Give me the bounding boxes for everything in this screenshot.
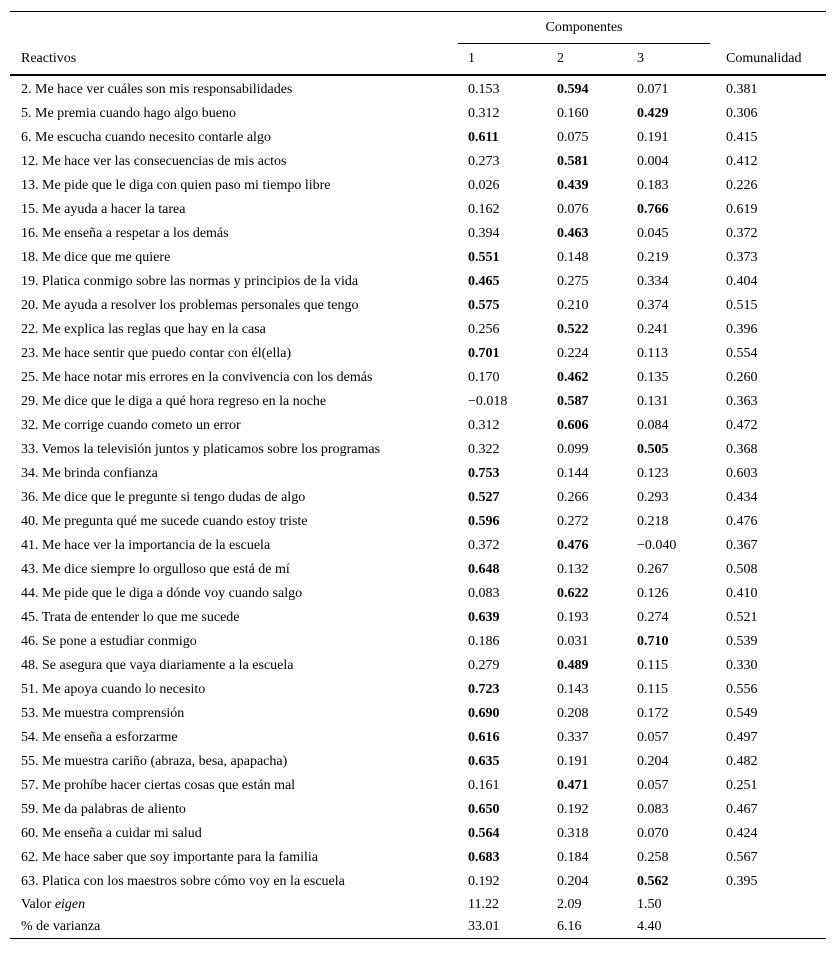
row-loading-2: 0.594 <box>557 82 589 97</box>
table-row <box>10 390 826 414</box>
row-item-label: 20. Me ayuda a resolver los problemas personales que tengo <box>21 298 359 313</box>
row-item-label: 55. Me muestra cariño (abraza, besa, apapacha) <box>21 754 288 769</box>
row-loading-1: 0.723 <box>468 682 500 697</box>
header-comunalidad: Comunalidad <box>726 51 802 66</box>
header-col-3: 3 <box>637 51 644 66</box>
row-loading-3: 0.183 <box>637 178 669 193</box>
row-loading-3: 0.218 <box>637 514 669 529</box>
row-loading-3: 0.115 <box>637 658 668 673</box>
row-item-label: 59. Me da palabras de aliento <box>21 802 186 817</box>
row-loading-3: 0.070 <box>637 826 669 841</box>
row-loading-2: 0.463 <box>557 226 589 241</box>
row-item-label: 46. Se pone a estudiar conmigo <box>21 634 197 649</box>
row-loading-3: 0.274 <box>637 610 669 625</box>
table-row <box>10 678 826 702</box>
row-loading-2: 0.204 <box>557 874 589 889</box>
row-loading-1: 0.170 <box>468 370 500 385</box>
row-comunalidad: 0.554 <box>726 346 758 361</box>
table-row <box>10 582 826 606</box>
row-loading-3: 0.172 <box>637 706 669 721</box>
row-loading-2: 0.587 <box>557 394 589 409</box>
row-comunalidad: 0.603 <box>726 466 758 481</box>
row-item-label: 41. Me hace ver la importancia de la escuela <box>21 538 271 553</box>
row-loading-2: 0.031 <box>557 634 589 649</box>
row-loading-3: 0.123 <box>637 466 669 481</box>
row-loading-1: 0.372 <box>468 538 500 553</box>
row-item-label: 43. Me dice siempre lo orgulloso que está de mí <box>21 562 290 577</box>
row-loading-1: 0.279 <box>468 658 500 673</box>
row-loading-2: 0.581 <box>557 154 589 169</box>
header-row-top <box>10 12 826 44</box>
table-row <box>10 846 826 870</box>
row-loading-1: 0.256 <box>468 322 500 337</box>
header-col-1: 1 <box>468 51 475 66</box>
varianza-3: 4.40 <box>637 919 662 934</box>
row-loading-3: 0.293 <box>637 490 669 505</box>
table-row <box>10 342 826 366</box>
row-comunalidad: 0.368 <box>726 442 758 457</box>
header-componentes: Componentes <box>458 12 716 44</box>
row-comunalidad: 0.260 <box>726 370 758 385</box>
table-row <box>10 294 826 318</box>
row-loading-2: 0.143 <box>557 682 589 697</box>
row-loading-3: 0.004 <box>637 154 669 169</box>
row-item-label: 36. Me dice que le pregunte si tengo dudas de algo <box>21 490 306 505</box>
varianza-1: 33.01 <box>468 919 500 934</box>
row-comunalidad: 0.508 <box>726 562 758 577</box>
row-item-label: 63. Platica con los maestros sobre cómo voy en la escuela <box>21 874 345 889</box>
row-loading-2: 0.318 <box>557 826 589 841</box>
header-col-2: 2 <box>557 51 564 66</box>
row-comunalidad: 0.415 <box>726 130 758 145</box>
row-comunalidad: 0.482 <box>726 754 758 769</box>
header-spacer-right <box>716 12 826 44</box>
row-comunalidad: 0.434 <box>726 490 758 505</box>
row-loading-3: −0.040 <box>637 538 677 553</box>
row-comunalidad: 0.412 <box>726 154 758 169</box>
row-loading-2: 0.275 <box>557 274 589 289</box>
row-comunalidad: 0.549 <box>726 706 758 721</box>
row-loading-1: 0.083 <box>468 586 500 601</box>
row-loading-1: 0.312 <box>468 106 500 121</box>
table-row <box>10 246 826 270</box>
row-item-label: 29. Me dice que le diga a qué hora regreso en la noche <box>21 394 327 409</box>
varianza-row <box>10 916 826 938</box>
table-row <box>10 462 826 486</box>
row-loading-2: 0.489 <box>557 658 589 673</box>
row-item-label: 54. Me enseña a esforzarme <box>21 730 178 745</box>
row-loading-2: 0.144 <box>557 466 589 481</box>
table-row <box>10 75 826 102</box>
row-loading-2: 0.522 <box>557 322 589 337</box>
row-item-label: 12. Me hace ver las consecuencias de mis actos <box>21 154 287 169</box>
row-loading-3: 0.131 <box>637 394 669 409</box>
row-loading-1: 0.394 <box>468 226 500 241</box>
row-loading-3: 0.505 <box>637 442 669 457</box>
row-item-label: 62. Me hace saber que soy importante para la familia <box>21 850 318 865</box>
varianza-comunalidad-empty <box>716 916 826 938</box>
table-row <box>10 198 826 222</box>
row-loading-3: 0.057 <box>637 730 669 745</box>
row-loading-2: 0.076 <box>557 202 589 217</box>
row-item-label: 6. Me escucha cuando necesito contarle algo <box>21 130 271 145</box>
table-row <box>10 486 826 510</box>
row-item-label: 32. Me corrige cuando cometo un error <box>21 418 241 433</box>
table-row <box>10 318 826 342</box>
factor-loadings-table-container <box>10 11 826 939</box>
row-comunalidad: 0.497 <box>726 730 758 745</box>
row-comunalidad: 0.395 <box>726 874 758 889</box>
row-loading-1: 0.153 <box>468 82 500 97</box>
row-comunalidad: 0.556 <box>726 682 758 697</box>
varianza-2: 6.16 <box>557 919 582 934</box>
row-item-label: 23. Me hace sentir que puedo contar con él(ella) <box>21 346 292 361</box>
row-loading-2: 0.337 <box>557 730 589 745</box>
table-row <box>10 774 826 798</box>
row-loading-1: 0.273 <box>468 154 500 169</box>
row-comunalidad: 0.373 <box>726 250 758 265</box>
row-loading-2: 0.471 <box>557 778 589 793</box>
row-loading-3: 0.115 <box>637 682 668 697</box>
table-row <box>10 438 826 462</box>
row-loading-3: 0.204 <box>637 754 669 769</box>
table-body <box>10 75 826 938</box>
row-loading-1: 0.551 <box>468 250 500 265</box>
row-comunalidad: 0.619 <box>726 202 758 217</box>
eigen-3: 1.50 <box>637 897 662 912</box>
row-item-label: 13. Me pide que le diga con quien paso mi tiempo libre <box>21 178 331 193</box>
row-item-label: 40. Me pregunta qué me sucede cuando estoy triste <box>21 514 308 529</box>
row-loading-3: 0.374 <box>637 298 669 313</box>
row-loading-3: 0.191 <box>637 130 669 145</box>
row-loading-2: 0.099 <box>557 442 589 457</box>
row-loading-2: 0.075 <box>557 130 589 145</box>
factor-loadings-table <box>10 12 826 938</box>
row-loading-1: 0.596 <box>468 514 500 529</box>
row-comunalidad: 0.410 <box>726 586 758 601</box>
table-row <box>10 798 826 822</box>
row-loading-2: 0.192 <box>557 802 589 817</box>
row-comunalidad: 0.367 <box>726 538 758 553</box>
eigen-2: 2.09 <box>557 897 582 912</box>
row-loading-2: 0.210 <box>557 298 589 313</box>
table-row <box>10 414 826 438</box>
table-row <box>10 558 826 582</box>
table-row <box>10 702 826 726</box>
row-item-label: 33. Vemos la televisión juntos y platicamos sobre los programas <box>21 442 381 457</box>
row-comunalidad: 0.567 <box>726 850 758 865</box>
row-loading-1: 0.648 <box>468 562 500 577</box>
row-loading-1: 0.527 <box>468 490 500 505</box>
row-item-label: 25. Me hace notar mis errores en la convivencia con los demás <box>21 370 373 385</box>
row-loading-1: 0.616 <box>468 730 500 745</box>
row-loading-2: 0.148 <box>557 250 589 265</box>
row-loading-3: 0.113 <box>637 346 668 361</box>
row-loading-1: 0.026 <box>468 178 500 193</box>
row-comunalidad: 0.476 <box>726 514 758 529</box>
row-loading-3: 0.071 <box>637 82 669 97</box>
row-loading-3: 0.258 <box>637 850 669 865</box>
row-comunalidad: 0.226 <box>726 178 758 193</box>
table-row <box>10 222 826 246</box>
row-comunalidad: 0.396 <box>726 322 758 337</box>
row-comunalidad: 0.363 <box>726 394 758 409</box>
row-item-label: 16. Me enseña a respetar a los demás <box>21 226 229 241</box>
row-loading-1: 0.162 <box>468 202 500 217</box>
row-loading-3: 0.045 <box>637 226 669 241</box>
row-comunalidad: 0.467 <box>726 802 758 817</box>
row-loading-2: 0.160 <box>557 106 589 121</box>
table-row <box>10 510 826 534</box>
row-loading-1: 0.611 <box>468 130 499 145</box>
row-loading-3: 0.126 <box>637 586 669 601</box>
row-loading-1: 0.575 <box>468 298 500 313</box>
row-loading-2: 0.272 <box>557 514 589 529</box>
row-loading-1: 0.192 <box>468 874 500 889</box>
row-loading-2: 0.606 <box>557 418 589 433</box>
row-item-label: 45. Trata de entender lo que me sucede <box>21 610 240 625</box>
row-loading-2: 0.622 <box>557 586 589 601</box>
row-loading-1: 0.186 <box>468 634 500 649</box>
row-loading-3: 0.083 <box>637 802 669 817</box>
table-row <box>10 630 826 654</box>
row-loading-3: 0.267 <box>637 562 669 577</box>
eigen-1: 11.22 <box>468 897 499 912</box>
row-loading-2: 0.266 <box>557 490 589 505</box>
row-loading-1: 0.635 <box>468 754 500 769</box>
row-item-label: 5. Me premia cuando hago algo bueno <box>21 106 236 121</box>
header-row-sub <box>10 44 826 75</box>
table-row <box>10 366 826 390</box>
row-loading-1: 0.701 <box>468 346 500 361</box>
table-row <box>10 870 826 894</box>
row-loading-3: 0.084 <box>637 418 669 433</box>
table-row <box>10 126 826 150</box>
row-loading-3: 0.135 <box>637 370 669 385</box>
row-loading-1: 0.683 <box>468 850 500 865</box>
row-comunalidad: 0.330 <box>726 658 758 673</box>
row-loading-1: 0.465 <box>468 274 500 289</box>
eigen-comunalidad-empty <box>716 894 826 916</box>
table-row <box>10 750 826 774</box>
row-loading-1: 0.650 <box>468 802 500 817</box>
row-loading-1: 0.564 <box>468 826 500 841</box>
header-spacer <box>10 12 458 44</box>
row-loading-2: 0.184 <box>557 850 589 865</box>
row-item-label: 19. Platica conmigo sobre las normas y principios de la vida <box>21 274 359 289</box>
table-row <box>10 822 826 846</box>
row-loading-3: 0.057 <box>637 778 669 793</box>
row-comunalidad: 0.521 <box>726 610 758 625</box>
row-comunalidad: 0.372 <box>726 226 758 241</box>
row-loading-3: 0.766 <box>637 202 669 217</box>
table-row <box>10 174 826 198</box>
row-loading-1: 0.322 <box>468 442 500 457</box>
row-loading-1: 0.161 <box>468 778 500 793</box>
table-row <box>10 150 826 174</box>
table-row <box>10 726 826 750</box>
row-loading-2: 0.439 <box>557 178 589 193</box>
row-comunalidad: 0.515 <box>726 298 758 313</box>
row-loading-2: 0.132 <box>557 562 589 577</box>
row-item-label: 44. Me pide que le diga a dónde voy cuando salgo <box>21 586 303 601</box>
row-item-label: 60. Me enseña a cuidar mi salud <box>21 826 202 841</box>
row-item-label: 57. Me prohíbe hacer ciertas cosas que están mal <box>21 778 296 793</box>
row-item-label: 15. Me ayuda a hacer la tarea <box>21 202 186 217</box>
row-item-label: 53. Me muestra comprensión <box>21 706 185 721</box>
row-comunalidad: 0.251 <box>726 778 758 793</box>
row-loading-3: 0.429 <box>637 106 669 121</box>
row-comunalidad: 0.424 <box>726 826 758 841</box>
row-item-label: 34. Me brinda confianza <box>21 466 158 481</box>
row-loading-2: 0.191 <box>557 754 589 769</box>
row-comunalidad: 0.381 <box>726 82 758 97</box>
row-loading-1: −0.018 <box>468 394 508 409</box>
row-comunalidad: 0.539 <box>726 634 758 649</box>
row-loading-1: 0.753 <box>468 466 500 481</box>
header-reactivos: Reactivos <box>21 51 77 66</box>
row-loading-3: 0.219 <box>637 250 669 265</box>
row-loading-3: 0.562 <box>637 874 669 889</box>
row-loading-2: 0.476 <box>557 538 589 553</box>
row-item-label: 18. Me dice que me quiere <box>21 250 171 265</box>
eigen-row <box>10 894 826 916</box>
table-row <box>10 102 826 126</box>
row-item-label: 22. Me explica las reglas que hay en la casa <box>21 322 266 337</box>
bottom-rule <box>10 938 826 939</box>
row-item-label: 51. Me apoya cuando lo necesito <box>21 682 206 697</box>
table-row <box>10 270 826 294</box>
row-comunalidad: 0.472 <box>726 418 758 433</box>
row-loading-3: 0.710 <box>637 634 669 649</box>
row-loading-2: 0.193 <box>557 610 589 625</box>
row-loading-3: 0.241 <box>637 322 669 337</box>
row-loading-1: 0.690 <box>468 706 500 721</box>
row-comunalidad: 0.306 <box>726 106 758 121</box>
row-item-label: 48. Se asegura que vaya diariamente a la escuela <box>21 658 294 673</box>
varianza-label: % de varianza <box>21 919 101 934</box>
row-loading-3: 0.334 <box>637 274 669 289</box>
row-loading-2: 0.224 <box>557 346 589 361</box>
row-loading-2: 0.208 <box>557 706 589 721</box>
row-comunalidad: 0.404 <box>726 274 758 289</box>
row-loading-1: 0.312 <box>468 418 500 433</box>
eigen-label: Valor eigen <box>21 897 86 912</box>
row-loading-2: 0.462 <box>557 370 589 385</box>
row-loading-1: 0.639 <box>468 610 500 625</box>
table-row <box>10 654 826 678</box>
table-row <box>10 534 826 558</box>
row-item-label: 2. Me hace ver cuáles son mis responsabilidades <box>21 82 293 97</box>
table-row <box>10 606 826 630</box>
